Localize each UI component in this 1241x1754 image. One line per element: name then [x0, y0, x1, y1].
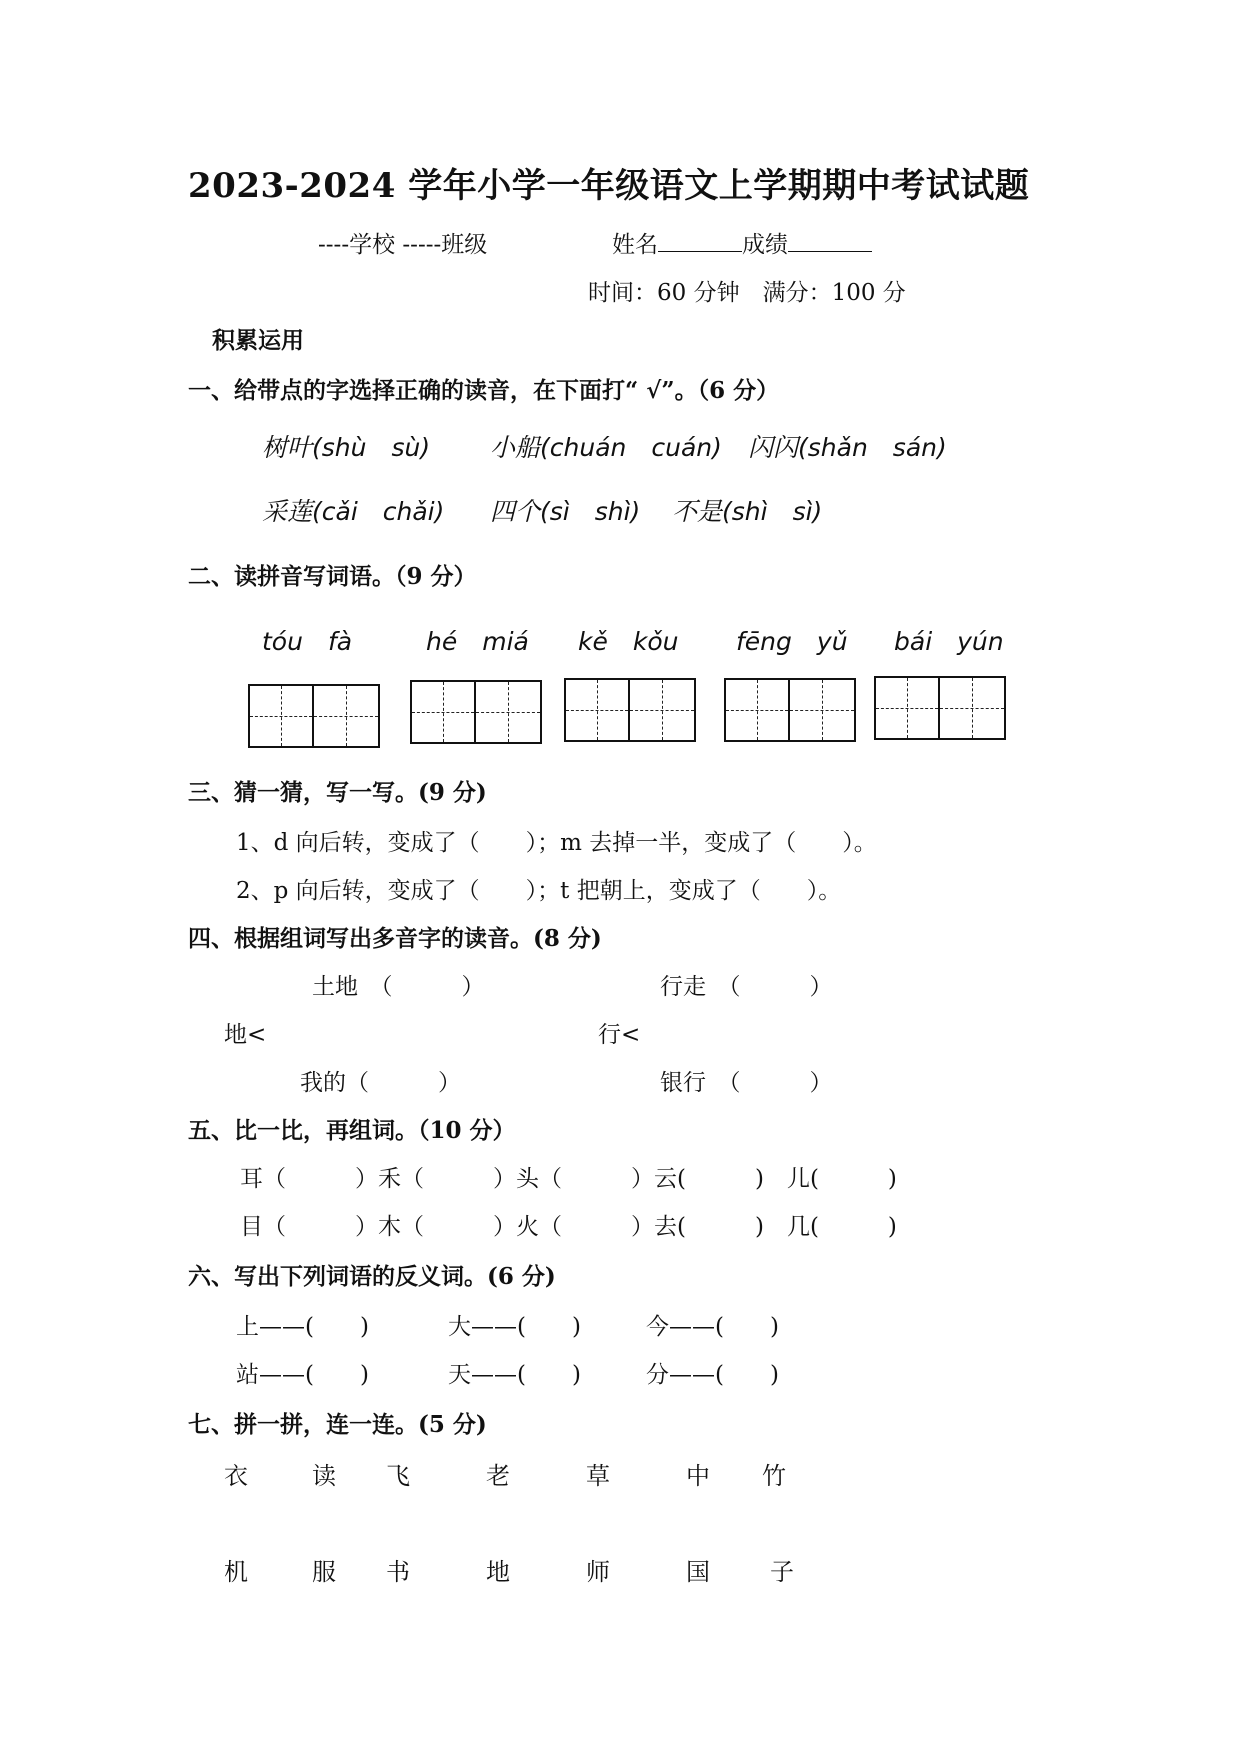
- q2-pinyin: kě kǒu: [578, 627, 679, 656]
- name-blank: [658, 229, 742, 252]
- q6-item: 分——( ): [646, 1362, 779, 1388]
- q6-heading: 六、写出下列词语的反义词。(6 分): [188, 1263, 556, 1290]
- q5-line: 目（ ）木（ ）火（ ）去( ) 几( ): [240, 1214, 897, 1240]
- q2-pinyin: hé miá: [426, 627, 529, 656]
- q7-bottom-char[interactable]: 地: [486, 1558, 510, 1586]
- grid-cell[interactable]: [630, 678, 696, 742]
- q1-item: 四个(sì shì): [490, 497, 641, 526]
- q2-heading: 二、读拼音写词语。（9 分）: [188, 563, 477, 590]
- q3-line: 2、p 向后转，变成了（ ）；t 把朝上，变成了（ ）。: [236, 878, 842, 904]
- q6-item: 天——( ): [448, 1362, 581, 1388]
- q4-word: 我的（ ）: [300, 1070, 461, 1096]
- grid-cell[interactable]: [314, 684, 380, 748]
- grid-cell[interactable]: [874, 676, 940, 740]
- q1-item: 小船(chuán cuán): [490, 433, 722, 462]
- q5-heading: 五、比一比，再组词。（10 分）: [188, 1117, 516, 1144]
- q7-bottom-char[interactable]: 国: [686, 1558, 710, 1586]
- grid-cell[interactable]: [248, 684, 314, 748]
- q4-word: 行走 （ ）: [660, 974, 833, 1000]
- writing-grid-2[interactable]: [410, 680, 542, 744]
- writing-grid-1[interactable]: [248, 684, 380, 748]
- q6-item: 大——( ): [448, 1314, 581, 1340]
- writing-grid-5[interactable]: [874, 676, 1006, 740]
- exam-title: 2023-2024 学年小学一年级语文上学期期中考试试题: [188, 166, 1030, 206]
- q6-item: 站——( ): [236, 1362, 369, 1388]
- q7-top-char[interactable]: 草: [586, 1462, 610, 1490]
- grid-cell[interactable]: [940, 676, 1006, 740]
- q4-char: 行<: [598, 1022, 641, 1048]
- q2-pinyin: bái yún: [894, 627, 1004, 656]
- q1-item: 采莲(cǎi chǎi): [262, 497, 445, 526]
- writing-grid-4[interactable]: [724, 678, 856, 742]
- q4-word: 银行 （ ）: [660, 1070, 833, 1096]
- grid-cell[interactable]: [790, 678, 856, 742]
- q1-heading: 一、给带点的字选择正确的读音，在下面打“ √”。（6 分）: [188, 377, 780, 404]
- time-score-line: 时间：60 分钟 满分：100 分: [588, 280, 906, 306]
- q6-item: 上——( ): [236, 1314, 369, 1340]
- q7-top-char[interactable]: 竹: [762, 1462, 786, 1490]
- q4-heading: 四、根据组词写出多音字的读音。(8 分): [188, 925, 602, 952]
- grid-cell[interactable]: [564, 678, 630, 742]
- q7-top-char[interactable]: 读: [312, 1462, 336, 1490]
- score-blank: [788, 229, 872, 252]
- q7-top-char[interactable]: 衣: [224, 1462, 248, 1490]
- grid-cell[interactable]: [724, 678, 790, 742]
- q7-bottom-char[interactable]: 机: [224, 1558, 248, 1586]
- grid-cell[interactable]: [410, 680, 476, 744]
- q5-line: 耳（ ）禾（ ）头（ ）云( ) 儿( ): [240, 1166, 897, 1192]
- q7-top-char[interactable]: 老: [486, 1462, 510, 1490]
- q4-char: 地<: [224, 1022, 267, 1048]
- q7-heading: 七、拼一拼，连一连。(5 分): [188, 1411, 487, 1438]
- q1-item: 不是(shì sì): [672, 497, 823, 526]
- q7-bottom-char[interactable]: 子: [770, 1558, 794, 1586]
- q7-bottom-char[interactable]: 书: [386, 1558, 410, 1586]
- q6-item: 今——( ): [646, 1314, 779, 1340]
- q1-item: 树叶(shù sù): [262, 433, 431, 462]
- q3-heading: 三、猜一猜，写一写。(9 分): [188, 779, 487, 806]
- q7-bottom-char[interactable]: 服: [312, 1558, 336, 1586]
- grid-cell[interactable]: [476, 680, 542, 744]
- q7-top-char[interactable]: 中: [686, 1462, 710, 1490]
- section-label: 积累运用: [212, 327, 304, 354]
- q7-bottom-char[interactable]: 师: [586, 1558, 610, 1586]
- name-label: 姓名: [612, 232, 658, 258]
- school-class-line: ----学校 -----班级: [318, 232, 488, 258]
- writing-grid-3[interactable]: [564, 678, 696, 742]
- q2-pinyin: tóu fà: [262, 627, 353, 656]
- q3-line: 1、d 向后转，变成了（ ）；m 去掉一半，变成了（ ）。: [236, 830, 877, 856]
- q2-pinyin: fēng yǔ: [736, 627, 848, 656]
- name-field: [612, 226, 872, 259]
- q4-word: 土地 （ ）: [312, 974, 485, 1000]
- q7-top-char[interactable]: 飞: [386, 1462, 410, 1490]
- score-label: 成绩: [742, 232, 788, 258]
- q1-item: 闪闪(shǎn sán): [748, 433, 947, 462]
